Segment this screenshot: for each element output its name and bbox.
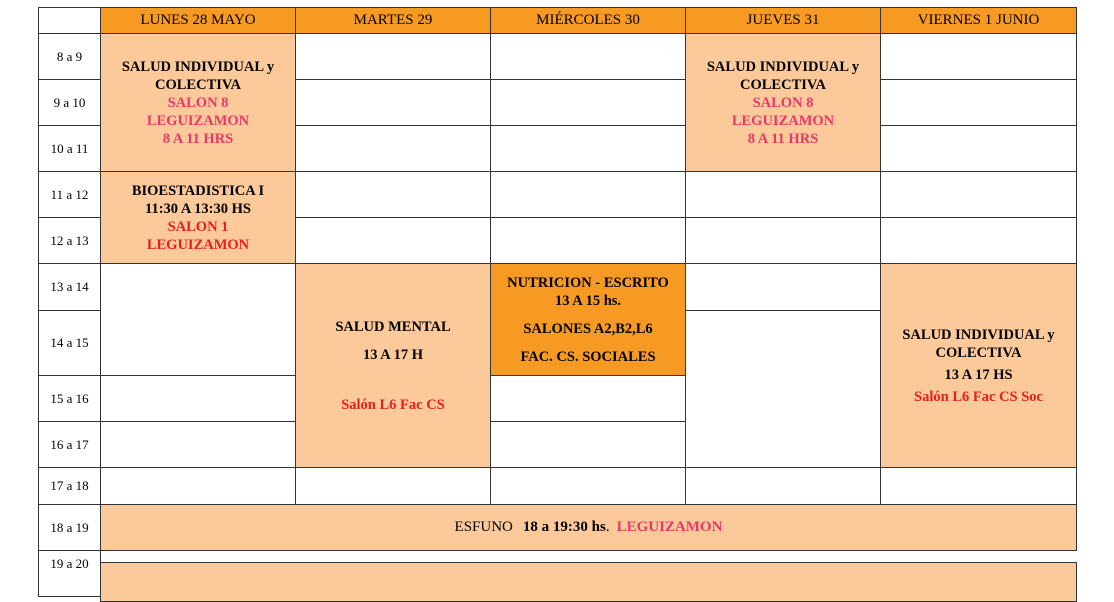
time-slot: 16 a 17	[38, 421, 101, 468]
time-slot: 9 a 10	[38, 79, 101, 126]
time-slot: 11 a 12	[38, 171, 101, 218]
event-place: FAC. CS. SOCIALES	[520, 348, 656, 365]
event-title: SALUD INDIVIDUAL y	[706, 58, 860, 75]
empty-slot	[100, 375, 296, 422]
event-place: LEGUIZAMON	[731, 112, 835, 129]
event-title: BIOESTADISTICA I	[131, 182, 265, 199]
event-room: Salón L6 Fac CS Soc	[914, 388, 1043, 405]
event-place: LEGUIZAMON	[146, 236, 250, 253]
empty-slot	[295, 125, 491, 172]
header-day-friday: VIERNES 1 JUNIO	[880, 7, 1077, 34]
event-place: LEGUIZAMON	[616, 519, 723, 535]
event-time: 11:30 A 13:30 HS	[145, 200, 251, 217]
event-next-row	[100, 562, 1077, 602]
event-title: COLECTIVA	[740, 76, 826, 93]
empty-slot	[295, 467, 491, 505]
time-slot: 13 a 14	[38, 263, 101, 311]
empty-slot	[490, 171, 686, 218]
empty-slot	[880, 467, 1077, 505]
empty-slot	[880, 33, 1077, 80]
header-day-wednesday: MIÉRCOLES 30	[490, 7, 686, 34]
header-day-thursday: JUEVES 31	[685, 7, 881, 34]
empty-slot	[685, 171, 881, 218]
header-corner	[38, 7, 101, 34]
event-room: SALON 8	[167, 94, 229, 111]
empty-slot	[685, 263, 881, 311]
event-time: 13 A 15 hs.	[554, 292, 622, 309]
event-title: SALUD INDIVIDUAL y	[902, 326, 1055, 343]
time-slot: 17 a 18	[38, 467, 101, 505]
event-title: COLECTIVA	[155, 76, 241, 93]
empty-slot	[490, 467, 686, 505]
event-salud-individual-thursday	[685, 33, 881, 172]
event-rooms: SALONES A2,B2,L6	[523, 320, 653, 337]
empty-slot	[490, 217, 686, 264]
event-room: SALON 8	[752, 94, 814, 111]
time-slot: 12 a 13	[38, 217, 101, 264]
empty-slot	[685, 310, 881, 468]
empty-slot	[295, 33, 491, 80]
empty-slot	[880, 79, 1077, 126]
empty-slot	[490, 33, 686, 80]
event-time: 13 A 17 HS	[944, 366, 1013, 383]
event-title: SALUD INDIVIDUAL y	[121, 58, 275, 75]
event-time: 18 a 19:30 hs	[522, 519, 606, 535]
event-time: 13 A 17 H	[362, 346, 424, 363]
empty-slot	[100, 421, 296, 468]
empty-slot	[100, 263, 296, 376]
event-title: COLECTIVA	[935, 344, 1022, 361]
event-place: LEGUIZAMON	[146, 112, 250, 129]
event-separator: .	[605, 519, 610, 535]
time-slot: 10 a 11	[38, 125, 101, 172]
empty-slot	[490, 125, 686, 172]
event-salud-individual-monday	[100, 33, 296, 172]
empty-slot	[295, 171, 491, 218]
header-day-monday: LUNES 28 MAYO	[100, 7, 296, 34]
time-slot: 18 a 19	[38, 504, 101, 551]
event-esfuno	[100, 504, 1077, 551]
empty-slot	[880, 217, 1077, 264]
time-slot: 8 a 9	[38, 33, 101, 80]
event-time: 8 A 11 HRS	[162, 130, 234, 147]
event-room: SALON 1	[167, 218, 229, 235]
event-bioestadistica-monday	[100, 171, 296, 264]
empty-slot	[295, 79, 491, 126]
empty-slot	[685, 217, 881, 264]
empty-slot	[490, 79, 686, 126]
event-salud-individual-friday	[880, 263, 1077, 468]
event-nutricion-wednesday	[490, 263, 686, 376]
empty-slot	[880, 125, 1077, 172]
empty-slot	[880, 171, 1077, 218]
event-salud-mental-tuesday	[295, 263, 491, 468]
event-title: ESFUNO	[454, 519, 513, 535]
empty-slot	[490, 375, 686, 422]
header-day-tuesday: MARTES 29	[295, 7, 491, 34]
empty-slot	[100, 467, 296, 505]
time-slot: 14 a 15	[38, 310, 101, 376]
empty-slot	[490, 421, 686, 468]
empty-slot	[685, 467, 881, 505]
empty-slot	[295, 217, 491, 264]
event-room: Salón L6 Fac CS	[341, 396, 445, 413]
event-title: SALUD MENTAL	[335, 318, 451, 335]
time-slot: 15 a 16	[38, 375, 101, 422]
event-title: NUTRICION - ESCRITO	[507, 274, 669, 291]
event-time: 8 A 11 HRS	[747, 130, 819, 147]
time-slot: 19 a 20	[38, 550, 101, 597]
